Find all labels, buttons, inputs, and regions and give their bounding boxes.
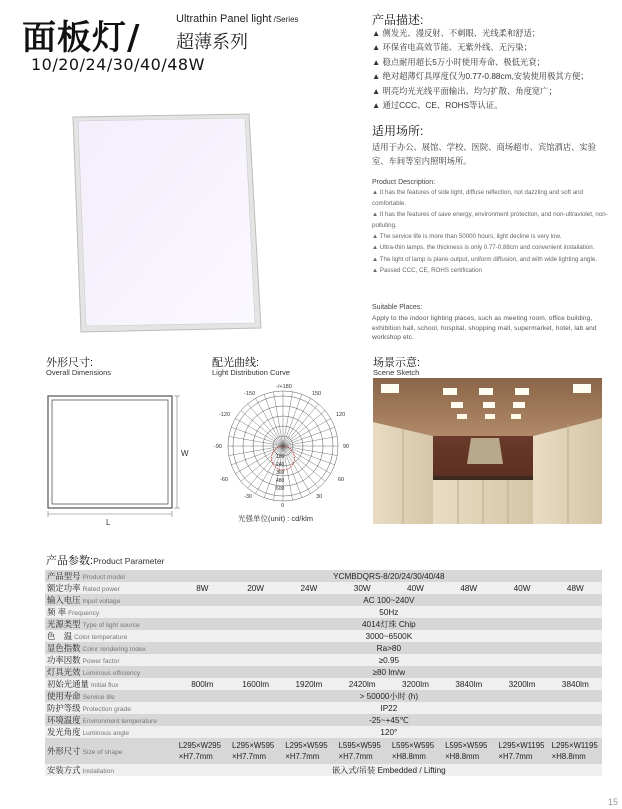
param-label-cn: 防护等级 bbox=[47, 703, 81, 713]
dimension-drawing bbox=[46, 394, 194, 527]
polar-angle-label: -60 bbox=[220, 477, 228, 483]
param-label-cn: 使用寿命 bbox=[47, 691, 81, 701]
description-en-item: ▲ Passed CCC, CE, ROHS certification bbox=[372, 266, 482, 274]
polar-angle-label: 60 bbox=[338, 477, 345, 483]
suitable-en-heading: Suitable Places: bbox=[372, 304, 423, 311]
param-value: L295×W1195 ×H8.8mm bbox=[549, 738, 602, 764]
param-row bbox=[45, 714, 602, 726]
param-label-en: Initial flux bbox=[90, 682, 119, 689]
polar-angle-label: 0 bbox=[281, 503, 285, 509]
param-row bbox=[45, 690, 602, 702]
subtitle-cn: 超薄系列 bbox=[176, 32, 248, 53]
polar-angle-label: -150 bbox=[244, 391, 256, 397]
description-cn-item: ▲ 稳点耐用超长5万小时使用寿命、极低光衰； bbox=[372, 56, 545, 67]
param-value: L295×W295 ×H7.7mm bbox=[176, 738, 229, 764]
param-value: 24W bbox=[282, 582, 335, 594]
param-row bbox=[45, 570, 602, 582]
param-label bbox=[45, 606, 176, 618]
param-label-en: Rated power bbox=[82, 586, 120, 593]
polar-angle-label: 30 bbox=[316, 494, 323, 500]
param-value: 3000~6500K bbox=[176, 630, 602, 642]
param-row bbox=[45, 764, 602, 776]
param-value: 40W bbox=[495, 582, 548, 594]
param-row bbox=[45, 738, 602, 764]
param-value: L595×W595 ×H8.8mm bbox=[442, 738, 495, 764]
scene-sketch-image bbox=[373, 378, 602, 524]
param-label-en: Environment temperature bbox=[82, 718, 157, 725]
param-row bbox=[45, 594, 602, 606]
param-label bbox=[45, 630, 176, 642]
param-row bbox=[45, 702, 602, 714]
param-value: Ra>80 bbox=[176, 642, 602, 654]
param-value: 50Hz bbox=[176, 606, 602, 618]
param-label-cn: 产品型号 bbox=[47, 571, 81, 581]
application-cn-heading: 适用场所: bbox=[372, 124, 424, 138]
param-value: AC 100~240V bbox=[176, 594, 602, 606]
param-value: 2420lm bbox=[336, 678, 389, 690]
param-value: 3840lm bbox=[442, 678, 495, 690]
scene-heading-cn: 场景示意: bbox=[373, 357, 421, 369]
description-en-item: ▲ Ultra-thin lamps, the thickness is only 0.77-0.88cm and convenient installation. bbox=[372, 244, 595, 252]
title-en bbox=[176, 13, 299, 25]
param-row bbox=[45, 726, 602, 738]
param-label-cn: 发光角度 bbox=[47, 727, 81, 737]
param-label-en: Luminous angle bbox=[82, 730, 130, 737]
description-cn-item: ▲ 明亮均光光线平面输出、均匀扩散、角度宽广； bbox=[372, 85, 557, 96]
param-label bbox=[45, 702, 176, 714]
param-label bbox=[45, 582, 176, 594]
param-label bbox=[45, 570, 176, 582]
param-value: -25~+45℃ bbox=[176, 714, 602, 726]
param-value: 48W bbox=[549, 582, 602, 594]
wattage-line: 10/20/24/30/40/48W bbox=[31, 55, 205, 74]
param-value: 8W bbox=[176, 582, 229, 594]
polar-angle-label: 120 bbox=[336, 412, 346, 418]
description-cn-item: ▲ 环保省电高效节能、无紫外线、无污染； bbox=[372, 42, 532, 53]
param-label bbox=[45, 690, 176, 702]
param-value: 3200lm bbox=[389, 678, 442, 690]
param-row bbox=[45, 606, 602, 618]
param-label-en: Protection grade bbox=[82, 706, 131, 713]
param-value: L595×W595 ×H8.8mm bbox=[389, 738, 442, 764]
param-value: 嵌入式/吊装 Embedded / Lifting bbox=[176, 764, 602, 776]
polar-radial-label: 360 bbox=[276, 470, 285, 476]
param-label bbox=[45, 678, 176, 690]
suitable-en-text: Apply to the indoor lighting places, such as meeting room, office building, exhibition hall, school, hospital, shopping mall, supermarket, hotel, lab and workshop etc. bbox=[372, 315, 597, 342]
param-label-cn: 灯具光效 bbox=[47, 667, 81, 677]
param-label bbox=[45, 738, 176, 764]
description-en-heading: Product Description: bbox=[372, 179, 436, 186]
polar-angle-label: -120 bbox=[219, 412, 231, 418]
param-label-en: Type of light source bbox=[82, 622, 140, 629]
polar-angle-label: 90 bbox=[343, 444, 350, 450]
title-en-main: Ultrathin Panel light bbox=[176, 13, 272, 25]
param-value: L295×W1195 ×H7.7mm bbox=[495, 738, 548, 764]
param-label-en: Product model bbox=[82, 574, 126, 581]
param-value: > 50000小时 (h) bbox=[176, 690, 602, 702]
dimension-l-label: L bbox=[106, 518, 111, 527]
param-value: 1920lm bbox=[282, 678, 335, 690]
param-label-en: Installation bbox=[82, 768, 115, 775]
title-en-suffix: /Series bbox=[271, 15, 299, 24]
description-cn-item: ▲ 绝对超薄灯具厚度仅为0.77-0.88cm,安装使用极其方便； bbox=[372, 71, 589, 82]
param-row bbox=[45, 666, 602, 678]
param-label bbox=[45, 726, 176, 738]
param-value: 4014灯珠 Chip bbox=[176, 618, 602, 630]
param-label-cn: 功率因数 bbox=[47, 655, 81, 665]
light-distribution-curve bbox=[212, 380, 354, 520]
param-label-en: Color rendering Index bbox=[82, 646, 146, 653]
param-value: L595×W595 ×H7.7mm bbox=[336, 738, 389, 764]
param-label-cn: 安装方式 bbox=[47, 765, 81, 775]
param-label-en: Service life bbox=[82, 694, 115, 701]
param-label-cn: 色 温 bbox=[47, 631, 73, 641]
param-label bbox=[45, 654, 176, 666]
distribution-heading-en: Light Distribution Curve bbox=[212, 368, 290, 377]
polar-radial-label: 600 bbox=[276, 486, 285, 492]
param-label-cn: 环境温度 bbox=[47, 715, 81, 725]
param-value: 20W bbox=[229, 582, 282, 594]
dimension-w-label: W bbox=[181, 449, 189, 458]
param-label-en: Input voltage bbox=[82, 598, 121, 605]
param-row bbox=[45, 582, 602, 594]
dimensions-heading-en: Overall Dimensions bbox=[46, 368, 112, 377]
param-label-en: Size of shape bbox=[82, 749, 123, 756]
param-label-cn: 初始光通量 bbox=[47, 679, 89, 689]
distribution-heading-cn: 配光曲线: bbox=[212, 357, 260, 369]
param-label-en: Color temperature bbox=[74, 634, 128, 641]
polar-angle-label: -30 bbox=[244, 494, 252, 500]
param-label bbox=[45, 714, 176, 726]
param-label-cn: 外形尺寸 bbox=[47, 746, 81, 756]
description-en-item: ▲ The light of lamp is plane output, uniform diffusion, and with wide lighting angle. bbox=[372, 255, 597, 263]
application-cn-text: 适用于办公、展馆、学校、医院、商场超市、宾馆酒店、实验室、车间等室内照明场所。 bbox=[372, 142, 597, 167]
description-en-list bbox=[372, 187, 608, 276]
polar-angle-label: -/+180 bbox=[276, 384, 292, 390]
description-cn-item: ▲ 通过CCC、CE、ROHS等认证。 bbox=[372, 100, 503, 111]
param-value: IP22 bbox=[176, 702, 602, 714]
param-row bbox=[45, 630, 602, 642]
param-label-cn: 额定功率 bbox=[47, 583, 81, 593]
param-value: 40W bbox=[389, 582, 442, 594]
param-value: L295×W595 ×H7.7mm bbox=[282, 738, 335, 764]
param-label-cn: 光源类型 bbox=[47, 619, 81, 629]
param-label-cn: 频 率 bbox=[47, 607, 67, 617]
param-value: 3200lm bbox=[495, 678, 548, 690]
param-value: 3840lm bbox=[549, 678, 602, 690]
param-label bbox=[45, 666, 176, 678]
param-label-en: Power factor bbox=[82, 658, 120, 665]
params-table bbox=[45, 570, 602, 776]
title-cn: 面板灯/ bbox=[22, 18, 141, 58]
param-label bbox=[45, 618, 176, 630]
param-label-cn: 输入电压 bbox=[47, 595, 81, 605]
description-en-item: ▲ The service life is more than 50000 hours, light decline is very low. bbox=[372, 233, 562, 241]
param-row bbox=[45, 678, 602, 690]
param-label bbox=[45, 642, 176, 654]
param-label-cn: 显色指数 bbox=[47, 643, 81, 653]
intensity-unit-label: 光强单位(unit) : cd/klm bbox=[238, 514, 314, 523]
param-value: YCMBDQRS-8/20/24/30/40/48 bbox=[176, 570, 602, 582]
param-value: 120° bbox=[176, 726, 602, 738]
dimensions-heading-cn: 外形尺寸: bbox=[46, 357, 94, 369]
description-en-item: ▲ It has the features of save energy, environment protection, and non-ultraviolet, non-polluting. bbox=[372, 211, 608, 230]
params-title bbox=[46, 552, 164, 568]
param-label bbox=[45, 764, 176, 776]
polar-angle-label: -90 bbox=[214, 444, 222, 450]
scene-heading-en: Scene Sketch bbox=[373, 368, 420, 377]
param-value: 800lm bbox=[176, 678, 229, 690]
params-title-en: Product Parameter bbox=[93, 556, 165, 566]
param-label-en: Frequency bbox=[68, 610, 100, 617]
param-value: ≥0.95 bbox=[176, 654, 602, 666]
polar-grid bbox=[228, 391, 338, 501]
polar-radial-label: 120 bbox=[276, 454, 285, 460]
param-value: 1600lm bbox=[229, 678, 282, 690]
params-title-cn: 产品参数: bbox=[46, 555, 94, 567]
polar-radial-label: 240 bbox=[276, 462, 285, 468]
polar-radial-label: 480 bbox=[276, 478, 285, 484]
panel-light-image bbox=[73, 114, 261, 332]
description-en-item: ▲ It has the features of side light, diffuse reflection, not dazzling and soft and comfortable. bbox=[372, 189, 584, 208]
page-number: 15 bbox=[607, 797, 618, 807]
param-row bbox=[45, 642, 602, 654]
description-cn-list bbox=[372, 26, 608, 112]
param-label bbox=[45, 594, 176, 606]
param-label-en: Luminous efficiency bbox=[82, 670, 141, 677]
description-cn-item: ▲ 侧发光、漫反射、不刺眼、光线柔和舒适； bbox=[372, 28, 541, 38]
polar-angle-label: 150 bbox=[312, 391, 322, 397]
description-cn-heading: 产品描述: bbox=[372, 13, 424, 27]
param-value: ≥80 lm/w bbox=[176, 666, 602, 678]
param-row bbox=[45, 654, 602, 666]
param-row bbox=[45, 618, 602, 630]
param-value: 48W bbox=[442, 582, 495, 594]
param-value: L295×W595 ×H7.7mm bbox=[229, 738, 282, 764]
param-value: 30W bbox=[336, 582, 389, 594]
